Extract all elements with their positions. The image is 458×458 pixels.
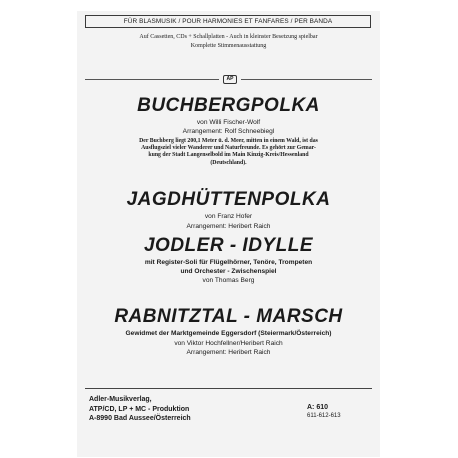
- composer-rabnitztal-marsch: von Viktor Hochfellner/Heribert Raich: [174, 340, 283, 347]
- catalog-codes: 611-612-613: [307, 413, 341, 419]
- note-jodler-idylle-2: und Orchester - Zwischenspiel: [180, 268, 277, 275]
- description-buchbergpolka: Der Buchberg liegt 200,1 Meter ü. d. Meer, mitten in einem Wald, ist das Ausflugsziel vieler Wanderer und Naturfreunde. Es gehört zur Gemar- kung der Stadt Langenselbold im Main Kinzig-Kreis/Hessenland (Deutschland).: [139, 138, 318, 166]
- catalog-number: A: 610: [307, 404, 329, 411]
- composer-jagdhuettenpolka: von Franz Hofer: [204, 213, 253, 220]
- composer-buchbergpolka: von Willi Fischer-Wolf: [196, 119, 261, 126]
- arranger-jagdhuettenpolka: Arrangement: Heribert Raich: [186, 223, 271, 230]
- note-jodler-idylle-1: mit Register-Soli für Flügelhörner, Tenöre, Trompeten: [144, 259, 313, 266]
- arranger-buchbergpolka: Arrangement: Rolf Schneebiegl: [182, 128, 275, 135]
- composer-jodler-idylle: von Thomas Berg: [202, 277, 255, 284]
- title-jagdhuettenpolka: JAGDHÜTTENPOLKA: [126, 189, 331, 210]
- title-rabnitztal-marsch: RABNITZTAL - MARSCH: [114, 306, 343, 327]
- title-jodler-idylle: JODLER - IDYLLE: [143, 235, 313, 256]
- publisher-info: Adler-Musikverlag, ATP/CD, LP + MC - Produktion A-8990 Bad Aussee/Österreich: [89, 396, 191, 422]
- divider-left: [85, 79, 219, 80]
- dedication-rabnitztal-marsch: Gewidmet der Marktgemeinde Eggersdorf (Steiermark/Österreich): [125, 330, 332, 337]
- arranger-rabnitztal-marsch: Arrangement: Heribert Raich: [186, 349, 271, 356]
- catalog-info: [307, 403, 377, 421]
- divider-right: [241, 79, 372, 80]
- genre-banner: FÜR BLASMUSIK / POUR HARMONIES ET FANFARES / PER BANDA: [85, 15, 371, 28]
- title-buchbergpolka: BUCHBERGPOLKA: [137, 95, 320, 116]
- availability-note: Auf Cassetten, CDs + Schallplatten - Auch in kleinster Besetzung spielbar: [139, 34, 318, 40]
- footer-divider: [85, 388, 372, 389]
- publisher-logo: AP: [223, 75, 237, 84]
- parts-note: Komplette Stimmenausstattung: [190, 43, 267, 49]
- music-sheet-cover: [77, 11, 380, 457]
